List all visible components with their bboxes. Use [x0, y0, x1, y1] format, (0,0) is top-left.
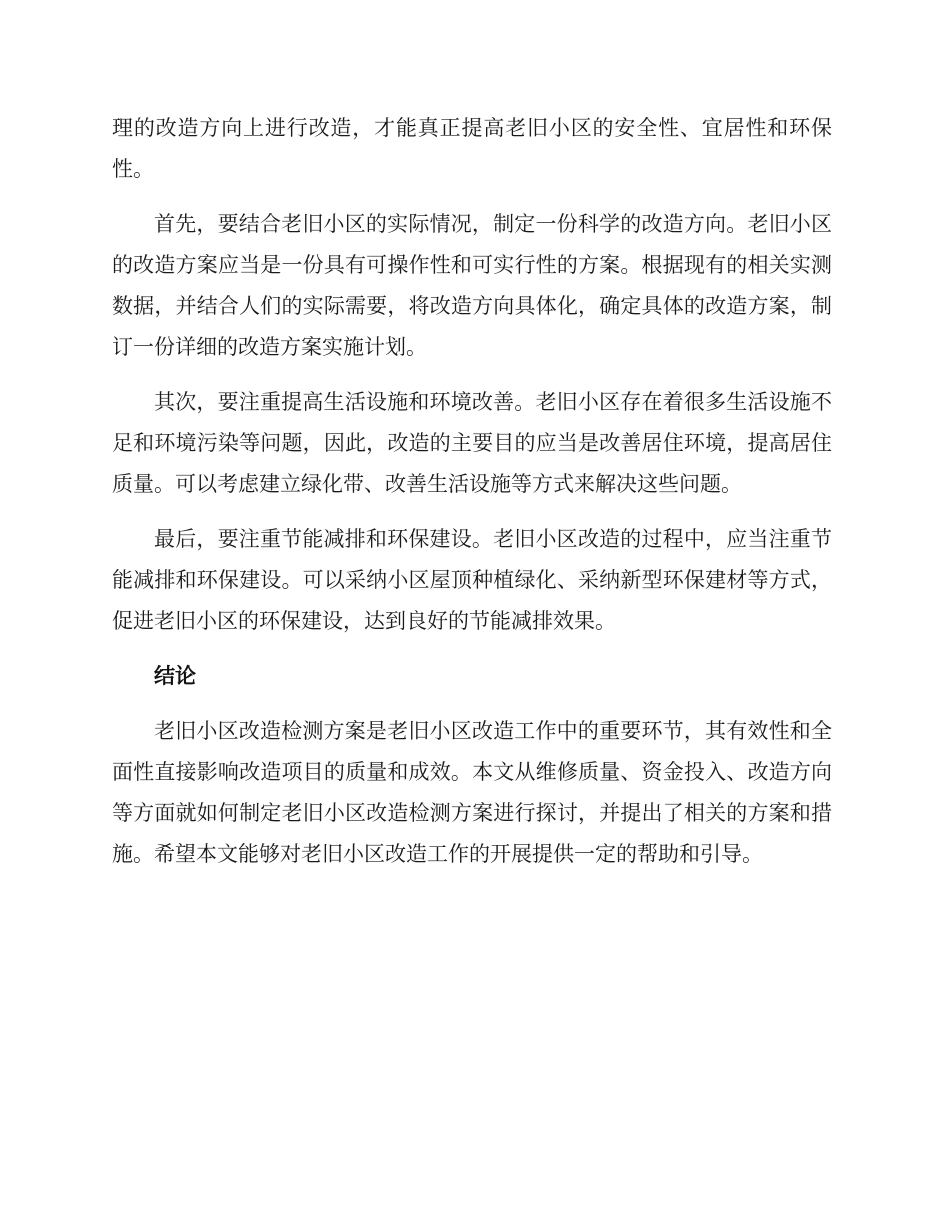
document-body: [112, 108, 832, 889]
paragraph-second-point: 其次，要注重提高生活设施和环境改善。老旧小区存在着很多生活设施不足和环境污染等问题，因此，改造的主要目的应当是改善居住环境，提高居住质量。可以考虑建立绿化带、改善生活设施等方式来解决这些问题。: [112, 390, 832, 496]
section-heading-conclusion: 结论: [154, 664, 196, 688]
paragraph-continuation: 理的改造方向上进行改造，才能真正提高老旧小区的安全性、宜居性和环保性。: [112, 116, 832, 181]
paragraph-conclusion: 老旧小区改造检测方案是老旧小区改造工作中的重要环节，其有效性和全面性直接影响改造项目的质量和成效。本文从维修质量、资金投入、改造方向等方面就如何制定老旧小区改造检测方案进行探讨，并提出了相关的方案和措施。希望本文能够对老旧小区改造工作的开展提供一定的帮助和引导。: [112, 719, 832, 866]
paragraph-first-point: 首先，要结合老旧小区的实际情况，制定一份科学的改造方向。老旧小区的改造方案应当是一份具有可操作性和可实行性的方案。根据现有的相关实测数据，并结合人们的实际需要，将改造方向具体化，确定具体的改造方案，制订一份详细的改造方案实施计划。: [112, 212, 832, 359]
paragraph-third-point: 最后，要注重节能减排和环保建设。老旧小区改造的过程中，应当注重节能减排和环保建设。可以采纳小区屋顶种植绿化、采纳新型环保建材等方式，促进老旧小区的环保建设，达到良好的节能减排效果。: [112, 527, 832, 633]
